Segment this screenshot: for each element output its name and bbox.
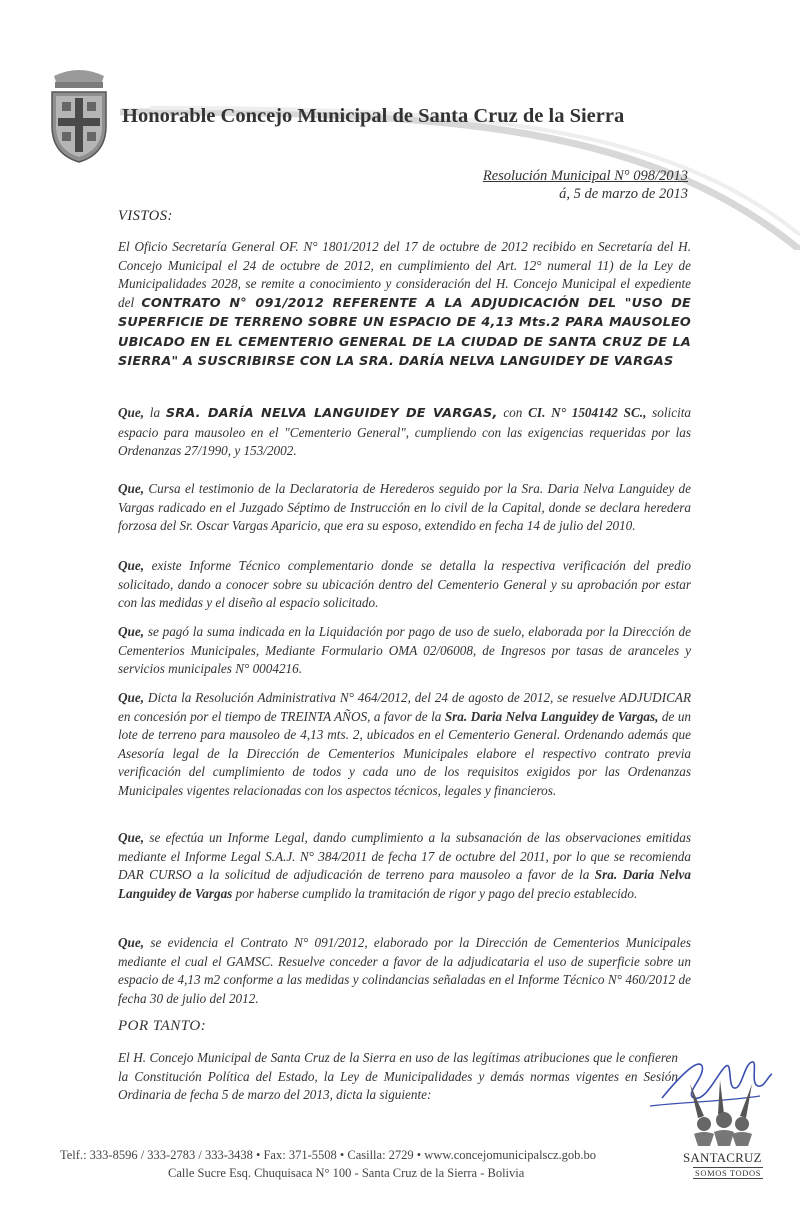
- paragraph-text: se pagó la suma indicada en la Liquidación por pago de uso de suelo, elaborada por la Dirección de Cementerios Municipales, Mediante Formulario OMA 02/06008, de Ingresos por tasas de aranceles y servicios municipales N° 0004216.: [118, 624, 691, 676]
- paragraph-text: existe Informe Técnico complementario donde se detalla la respectiva verificación del predio solicitado, dando a conocer sobre su ubicación dentro del Cementerio General y su aprobación por estar con las medidas y el diseño al espacio solicitado.: [118, 558, 691, 610]
- paragraph-oficio-intro: El Oficio Secretaría General OF. N° 1801/2012 del 17 de octubre de 2012 recibido en Secretaría del H. Concejo Municipal el 24 de octubre de 2012, en cumplimiento del Art. 12° numeral 11) de la Ley de Municipalidades 2028, se remite a conocimiento y consideración del H. Concejo Municipal el expediente del: [118, 239, 691, 310]
- paragraph-text: El H. Concejo Municipal de Santa Cruz de la Sierra en uso de las legítimas atribuciones que le confieren la Constitución Política del Estado, la Ley de Municipalidades y demás normas vigentes en Sesión Ordinaria de fecha 5 de marzo del 2013, dicta la siguiente:: [118, 1050, 678, 1102]
- paragraph-text: con: [503, 405, 523, 420]
- vistos-heading: VISTOS:: [118, 208, 173, 224]
- logo-name: SANTACRUZ: [683, 1150, 762, 1165]
- applicant-ci: CI. N° 1504142 SC.,: [528, 405, 647, 420]
- paragraph-text: se efectúa un Informe Legal, dando cumplimiento a la subsanación de las observaciones emitidas mediante el Informe Legal S.A.J. N° 384/2011 de fecha 17 de octubre del 2011, por lo que se recomienda DAR CURSO a la solicitud de adjudicación de terreno para mausoleo a favor de la: [118, 830, 691, 882]
- paragraph-lead: Que,: [118, 558, 145, 573]
- paragraph-solicitud: [118, 404, 691, 461]
- paragraph-resolucion-administrativa: [118, 689, 691, 800]
- por-tanto-heading: POR TANTO:: [118, 1018, 207, 1034]
- footer-address: Calle Sucre Esq. Chuquisaca N° 100 - Santa Cruz de la Sierra - Bolivia: [168, 1166, 525, 1180]
- coat-of-arms-icon: [46, 66, 112, 164]
- paragraph-text: por haberse cumplido la tramitación de rigor y pago del precio establecido.: [235, 885, 638, 901]
- paragraph-informe-legal: [118, 829, 691, 903]
- paragraph-lead: Que,: [118, 690, 145, 705]
- beneficiary-name: Sra. Daria Nelva Languidey de Vargas,: [444, 708, 659, 724]
- footer-contact: Telf.: 333-8596 / 333-2783 / 333-3438 • Fax: 371-5508 • Casilla: 2729 • www.concejomunicipalscz.gob.bo: [60, 1148, 597, 1162]
- resolution-number: Resolución Municipal N° 098/2013: [482, 168, 688, 184]
- paragraph-text: de un lote de terreno para mausoleo de 4,13 mts. 2, ubicados en el Cementerio General. Ordenando además que Asesoría legal de la Dirección de Cementerios Municipales elabore el respectivo contrato previa verificación del cumplimiento de todos y cada uno de los requisitos exigidos por las Ordenanzas Municipales vigentes relacionadas con los aspectos técnicos, legales y financieros.: [118, 708, 692, 798]
- organization-name: Honorable Concejo Municipal de Santa Cruz de la Sierra: [122, 105, 625, 127]
- paragraph-informe-tecnico: [118, 557, 691, 613]
- paragraph-dispositivo: [118, 1049, 678, 1105]
- paragraph-lead: Que,: [118, 624, 145, 639]
- paragraph-text: Cursa el testimonio de la Declaratoria de Herederos seguido por la Sra. Daria Nelva Languidey de Vargas radicado en el Juzgado Séptimo de Instrucción en lo civil de la Capital, donde se declara heredera forzosa del Sr. Oscar Vargas Aparicio, que era su esposo, extendido en fecha 14 de julio del 2010.: [118, 481, 691, 533]
- paragraph-contrato: [118, 934, 691, 1008]
- paragraph-lead: Que,: [118, 830, 145, 845]
- paragraph-text: la: [149, 405, 161, 420]
- paragraph-liquidacion: [118, 623, 691, 679]
- paragraph-text: solicita espacio para mausoleo en el "Cementerio General", cumpliendo con las exigencias requeridas por las Ordenanzas 27/1990, y 153/2002.: [118, 405, 692, 458]
- paragraph-declaratoria: [118, 480, 691, 536]
- paragraph-oficio: [118, 238, 691, 372]
- paragraph-oficio-contract-caps: CONTRATO N° 091/2012 REFERENTE A LA ADJUDICACIÓN DEL "USO DE SUPERFICIE DE TERRENO SOBRE UN ESPACIO DE 4,13 Mts.2 PARA MAUSOLEO UBICADO EN EL CEMENTERIO GENERAL DE LA CIUDAD DE SANTA CRUZ DE LA SIERRA" A SUSCRIBIRSE CON LA SRA. DARÍA NELVA LANGUIDEY DE VARGAS: [118, 295, 692, 369]
- logo-slogan: SOMOS TODOS: [695, 1168, 762, 1178]
- beneficiary-name: Sra. Daria Nelva Languidey de Vargas: [118, 867, 692, 901]
- paragraph-lead: Que,: [118, 935, 145, 950]
- paragraph-lead: Que,: [118, 481, 145, 496]
- paragraph-text: se evidencia el Contrato N° 091/2012, elaborado por la Dirección de Cementerios Municipales mediante el cual el GAMSC. Resuelve conceder a favor de la adjudicataria el uso de superficie sobre un espacio de 4,13 m2 conforme a las medidas y colindancias señaladas en el Informe Técnico N° 460/2012 de fecha 30 de julio del 2012.: [118, 935, 691, 1006]
- paragraph-text: Dicta la Resolución Administrativa N° 464/2012, del 24 de agosto de 2012, se resuelve ADJUDICAR en concesión por el tiempo de TREINTA AÑOS, a favor de la: [118, 690, 692, 724]
- applicant-name: SRA. DARÍA NELVA LANGUIDEY DE VARGAS,: [165, 406, 498, 421]
- paragraph-lead: Que,: [118, 405, 145, 420]
- resolution-date: á, 5 de marzo de 2013: [559, 186, 688, 202]
